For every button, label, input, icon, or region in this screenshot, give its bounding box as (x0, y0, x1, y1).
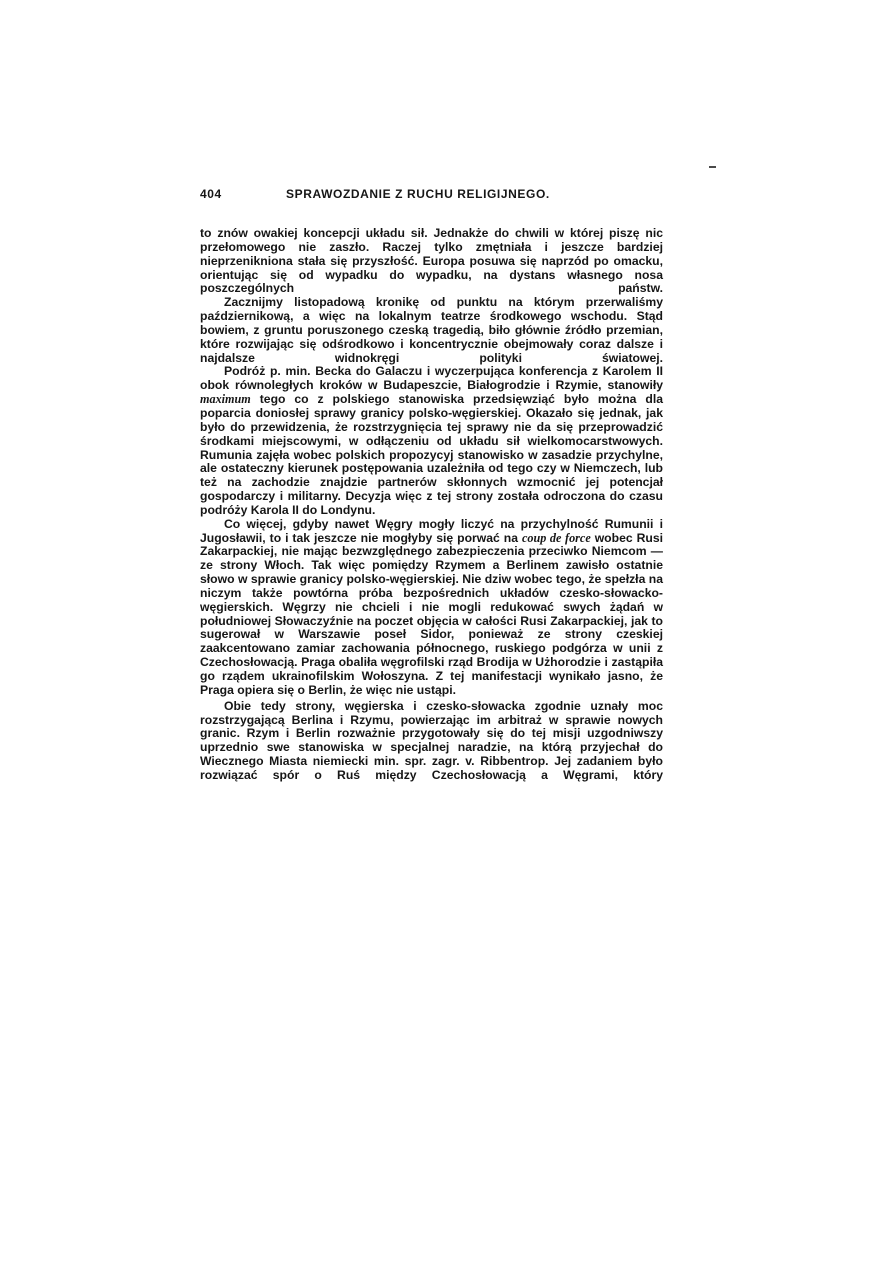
paragraph-3-part-1: Podróż p. min. Becka do Galaczu i wyczerpująca konferencja z Karolem II obok równoległych kroków w Budapeszcie, Białogrodzie i Rzymie, stanowiły (200, 364, 663, 393)
paragraph-5: Obie tedy strony, węgierska i czesko-słowacka zgodnie uznały moc rozstrzygającą Berlina i Rzymu, powierzając im arbitraż w sprawie nowych granic. Rzym i Berlin rozważnie przygotowały się do tej misji uzgodniwszy uprzednio swe stanowiska w specjalnej naradzie, na którą przyjechał do Wiecznego Miasta niemiecki min. spr. zagr. v. Ribbentrop. Jej zadaniem było rozwiązać spór o Ruś między Czechosłowacją a Węgrami, który (200, 698, 663, 782)
paragraph-4-part-1: Co więcej, gdyby nawet Węgry mogły liczyć na przychylność Rumunii i Jugosławii, to i tak jeszcze nie mogłyby się porwać na (200, 516, 663, 545)
running-title: SPRAWOZDANIE Z RUCHU RELIGIJNEGO. (286, 187, 550, 201)
paragraph-4-part-2: wobec Rusi Zakarpackiej, nie mając bezwzględnego zabezpieczenia przeciwko Niemcom — ze strony Włoch. Tak więc pomiędzy Rzymem a Berlinem zawisło ostatnie słowo w sprawie granicy polsko-węgierskiej. Nie dziw wobec tego, że spełzła na niczym także powtórna próba bezpośrednich układów czesko-słowacko-węgierskich. Węgrzy nie chcieli i nie mogli redukować swych żądań w południowej Słowaczyźnie na poczet objęcia w całości Rusi Zakarpackiej, jak to sugerował w Warszawie poseł Sidor, ponieważ ze strony czeskiej zaakcentowano zamiar zachowania północnego, ruskiego podgórza w unii z Czechosłowacją. Praga obaliła węgrofilski rząd Brodija w Użhorodzie i zastąpiła go rządem ukrainofilskim Wołoszyna. Z tej manifestacji wynikało jasno, że Praga opiera się o Berlin, że więc nie ustąpi. (200, 530, 663, 697)
paragraph-3-part-2: tego co z polskiego stanowiska przedsięwziąć było można dla poparcia doniosłej sprawy granicy polsko-węgierskiej. Okazało się jednak, jak było do przewidzenia, że rozstrzygnięcia tej sprawy nie da się przeprowadzić środkami miejscowymi, w odłączeniu od układu sił wielkomocarstwowych. Rumunia zajęła wobec polskich propozycyj stanowisko w zasadzie przychylne, ale ostateczny kierunek postępowania uzależniła od tego czy w Niemczech, lub też na zachodzie znajdzie partnerów skłonnych wzmocnić jej potencjał gospodarczy i militarny. Decyzja więc z tej strony została odroczona do czasu podróży Karola II do Londynu. (200, 392, 663, 517)
paragraph-4 (200, 518, 663, 698)
italic-term-maximum: maximum (200, 392, 251, 407)
body-text (200, 227, 663, 783)
italic-term-coup-de-force: coup de force (521, 530, 591, 545)
page-number: 404 (200, 187, 222, 201)
margin-mark (709, 166, 716, 168)
paragraph-3 (200, 365, 663, 517)
paragraph-2: Zacznijmy listopadową kronikę od punktu na którym przerwaliśmy październikową, a więc na lokalnym teatrze środkowego wschodu. Stąd bowiem, z gruntu poruszonego czeską tragedią, biło głównie źródło przemian, które rozwijając się odśrodkowo i koncentrycznie obejmowały coraz dalsze i najdalsze widnokręgi polityki światowej. (200, 295, 663, 365)
paragraph-1: to znów owakiej koncepcji układu sił. Jednakże do chwili w której piszę nic przełomowego nie zaszło. Raczej tylko zmętniała i jeszcze bardziej nieprzenikniona stała się przyszłość. Europa posuwa się naprzód po omacku, orientując się od wypadku do wypadku, na dystans własnego nosa poszczególnych państw. (200, 226, 663, 296)
running-header (200, 187, 670, 207)
